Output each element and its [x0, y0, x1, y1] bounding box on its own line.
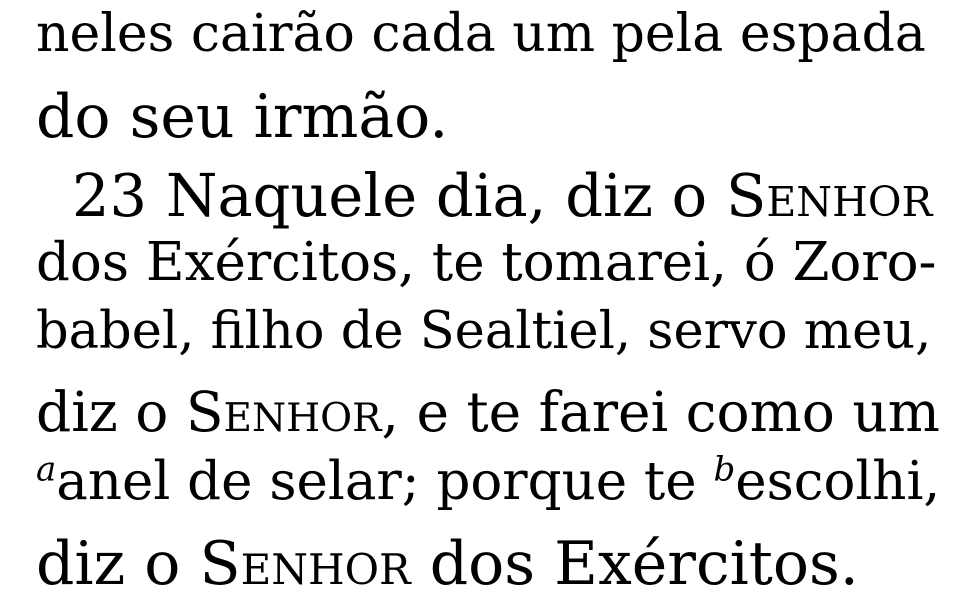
verse-number: 23 [72, 161, 148, 230]
line-7-end: escolhi, [735, 451, 941, 512]
line-3-text: Naquele dia, diz o [165, 161, 708, 230]
text-line-2 [36, 82, 449, 152]
text-line-5 [36, 302, 932, 361]
line-8-post: dos Exércitos. [429, 529, 859, 599]
footnote-marker-a[interactable]: a [36, 449, 57, 490]
text-line-8 [36, 529, 859, 599]
footnote-marker-b[interactable]: b [713, 449, 736, 490]
lord-name: Senhor [185, 380, 382, 444]
text-line-1 [36, 4, 926, 64]
line-6-pre: diz o [36, 380, 169, 444]
line-2-text: do seu irmão. [36, 82, 449, 152]
line-5-text: babel, filho de Sealtiel, servo meu, [36, 302, 932, 361]
line-7-mid: anel de selar; porque te [56, 451, 697, 512]
text-line-7 [36, 449, 941, 512]
line-4-text: dos Exércitos, te tomarei, ó Zoro- [36, 232, 937, 293]
line-6-post: , e te farei como um [381, 380, 940, 444]
text-line-4 [36, 232, 937, 293]
line-1-text: neles cairão cada um pela espada [36, 4, 926, 64]
text-line-6 [36, 380, 940, 444]
line-8-pre: diz o [36, 529, 181, 599]
text-line-3 [72, 161, 933, 230]
lord-name: Senhor [725, 161, 933, 230]
lord-name: Senhor [199, 529, 411, 599]
